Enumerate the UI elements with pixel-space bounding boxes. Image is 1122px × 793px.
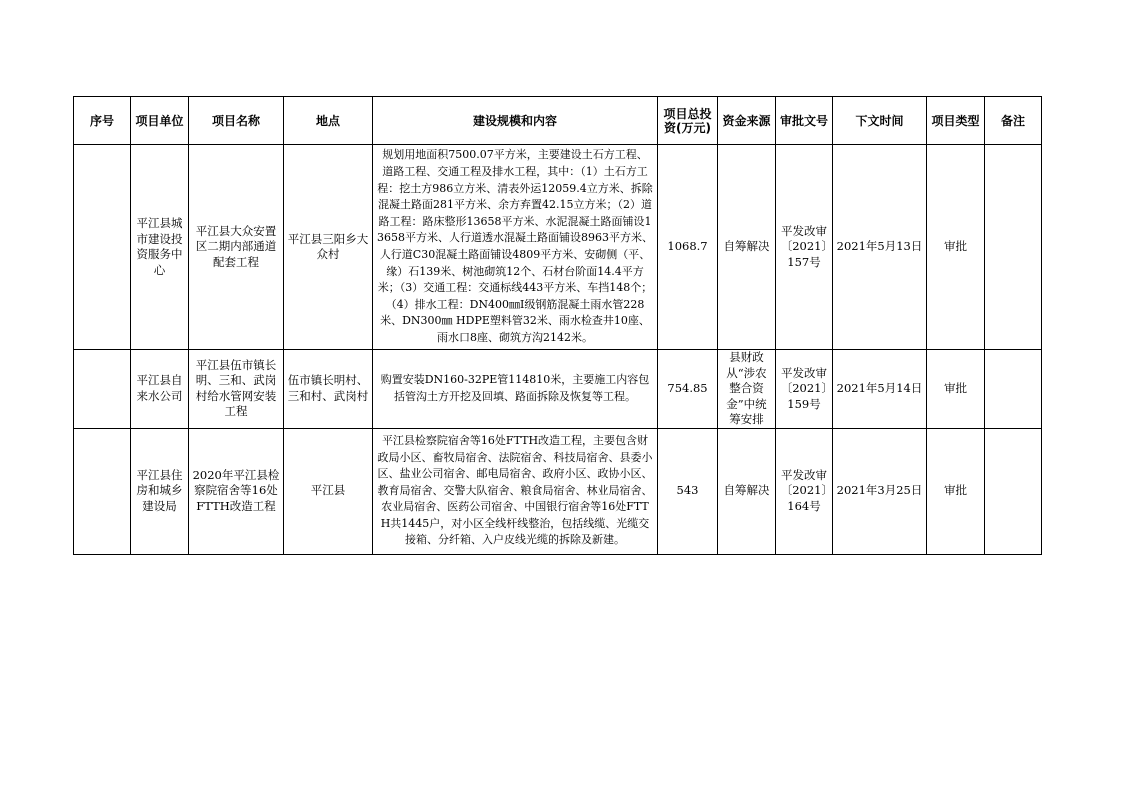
cell-unit: 平江县住房和城乡建设局: [131, 428, 189, 554]
cell-scope: 购置安装DN160-32PE管114810米，主要施工内容包括管沟土方开挖及回填、路面拆除及恢复等工程。: [373, 350, 658, 429]
cell-name: 平江县伍市镇长明、三和、武岗村给水管网安装工程: [189, 350, 284, 429]
cell-type: 审批: [927, 428, 985, 554]
cell-funding: 自筹解决: [718, 428, 776, 554]
cell-location: 平江县三阳乡大众村: [284, 145, 373, 350]
cell-funding: 县财政从“涉农整合资金”中统筹安排: [718, 350, 776, 429]
cell-seq: [74, 428, 131, 554]
cell-investment: 1068.7: [658, 145, 718, 350]
header-date: 下文时间: [833, 97, 927, 145]
cell-date: 2021年5月13日: [833, 145, 927, 350]
cell-seq: [74, 350, 131, 429]
cell-seq: [74, 145, 131, 350]
cell-approval-no: 平发改审〔2021〕157号: [776, 145, 833, 350]
cell-scope: 规划用地面积7500.07平方米，主要建设土石方工程、道路工程、交通工程及排水工程，其中：（1）土石方工程：挖土方986立方米、清表外运12059.4立方米、拆除混凝土路面281平方米、余方弃置42.15立方米；（2）道路工程：路床整形13658平方米、水泥混凝土路面铺设13658平方米、人行道透水混凝土路面铺设8963平方米、人行道C30混凝土路面铺设4809平方米、安砌侧（平、缘）石139米、树池砌筑12个、石材台阶面14.4平方米；（3）交通工程：交通标线443平方米、车挡148个；（4）排水工程：DN400㎜Ⅰ级钢筋混凝土雨水管228米、DN300㎜ HDPE塑料管32米、雨水检查井10座、雨水口8座、砌筑方沟2142米。: [373, 145, 658, 350]
cell-investment: 754.85: [658, 350, 718, 429]
header-investment: 项目总投资(万元): [658, 97, 718, 145]
table-row: [74, 350, 1042, 429]
header-name: 项目名称: [189, 97, 284, 145]
header-scope: 建设规模和内容: [373, 97, 658, 145]
cell-funding: 自筹解决: [718, 145, 776, 350]
table-header-row: [74, 97, 1042, 145]
cell-type: 审批: [927, 350, 985, 429]
header-funding: 资金来源: [718, 97, 776, 145]
cell-location: 伍市镇长明村、三和村、武岗村: [284, 350, 373, 429]
header-approval-no: 审批文号: [776, 97, 833, 145]
cell-remark: [985, 145, 1042, 350]
header-type: 项目类型: [927, 97, 985, 145]
cell-name: 2020年平江县检察院宿舍等16处FTTH改造工程: [189, 428, 284, 554]
cell-unit: 平江县自来水公司: [131, 350, 189, 429]
cell-remark: [985, 350, 1042, 429]
cell-remark: [985, 428, 1042, 554]
header-remark: 备注: [985, 97, 1042, 145]
header-location: 地点: [284, 97, 373, 145]
cell-investment: 543: [658, 428, 718, 554]
table-row: [74, 145, 1042, 350]
cell-name: 平江县大众安置区二期内部通道配套工程: [189, 145, 284, 350]
cell-approval-no: 平发改审〔2021〕159号: [776, 350, 833, 429]
cell-date: 2021年3月25日: [833, 428, 927, 554]
header-seq: 序号: [74, 97, 131, 145]
cell-scope: 平江县检察院宿舍等16处FTTH改造工程，主要包含财政局小区、畜牧局宿舍、法院宿舍、科技局宿舍、县委小区、盐业公司宿舍、邮电局宿舍、政府小区、政协小区、教育局宿舍、交警大队宿舍、粮食局宿舍、林业局宿舍、农业局宿舍、医药公司宿舍、中国银行宿舍等16处FTTH共1445户，对小区全线杆线整治，包括线缆、光缆交接箱、分纤箱、入户皮线光缆的拆除及新建。: [373, 428, 658, 554]
cell-unit: 平江县城市建设投资服务中心: [131, 145, 189, 350]
table-row: [74, 428, 1042, 554]
project-approval-table: [73, 96, 1042, 555]
cell-date: 2021年5月14日: [833, 350, 927, 429]
cell-location: 平江县: [284, 428, 373, 554]
cell-type: 审批: [927, 145, 985, 350]
cell-approval-no: 平发改审〔2021〕164号: [776, 428, 833, 554]
header-unit: 项目单位: [131, 97, 189, 145]
